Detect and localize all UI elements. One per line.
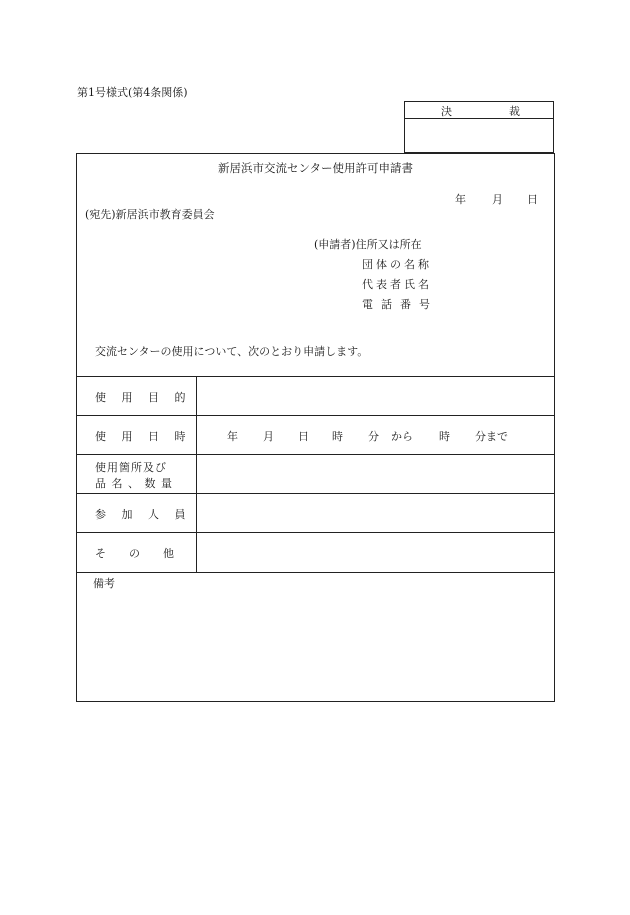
dt-from: から <box>391 430 413 443</box>
applicant-group-label: 団体の名称 <box>362 258 432 271</box>
row-participants <box>77 493 554 533</box>
approval-box <box>404 101 554 153</box>
date-year: 年 <box>455 193 466 206</box>
applicant-phone-label: 電話番号 <box>362 298 438 311</box>
addressee: (宛先)新居浜市教育委員会 <box>85 208 215 221</box>
row-location-label <box>77 455 197 494</box>
row-purpose <box>77 376 554 416</box>
row-datetime-label <box>77 416 197 455</box>
other-value[interactable] <box>197 533 554 572</box>
dt-until: 分まで <box>475 430 508 443</box>
approval-box-header <box>405 102 553 119</box>
dt-minute: 分 <box>368 430 379 443</box>
date-day: 日 <box>527 193 538 206</box>
application-statement: 交流センターの使用について、次のとおり申請します。 <box>95 345 369 358</box>
dt-year: 年 <box>227 430 238 443</box>
purpose-label-text: 使 用 目 的 <box>95 391 192 404</box>
datetime-value[interactable] <box>197 416 554 455</box>
approval-kettei-label: 決 <box>441 105 452 118</box>
other-label-text: そ の 他 <box>95 547 180 560</box>
row-other-label <box>77 533 197 572</box>
dt-day: 日 <box>298 430 309 443</box>
participants-value[interactable] <box>197 494 554 533</box>
location-label-line1: 使用箇所及び <box>95 461 167 474</box>
applicant-representative-label: 代表者氏名 <box>362 278 432 291</box>
row-purpose-label <box>77 377 197 416</box>
dt-month: 月 <box>263 430 274 443</box>
datetime-label-text: 使 用 日 時 <box>95 430 192 443</box>
application-form <box>76 153 555 702</box>
location-label-line2: 品 名 、 数 量 <box>95 477 173 490</box>
date-month: 月 <box>492 193 503 206</box>
row-location <box>77 454 554 494</box>
purpose-value[interactable] <box>197 377 554 416</box>
form-number: 第1号様式(第4条関係) <box>77 86 188 99</box>
remarks-label: 備考 <box>93 577 115 590</box>
row-other <box>77 532 554 572</box>
applicant-address-label: (申請者)住所又は所在 <box>314 238 422 251</box>
dt-hour: 時 <box>332 430 343 443</box>
participants-label-text: 参 加 人 員 <box>95 508 192 521</box>
approval-sai-label: 裁 <box>509 105 520 118</box>
row-participants-label <box>77 494 197 533</box>
applicant-block <box>77 236 554 316</box>
remarks-section[interactable] <box>77 572 554 702</box>
dt-hour2: 時 <box>439 430 450 443</box>
form-title: 新居浜市交流センター使用許可申請書 <box>217 161 414 175</box>
location-value[interactable] <box>197 455 554 494</box>
row-datetime <box>77 415 554 455</box>
